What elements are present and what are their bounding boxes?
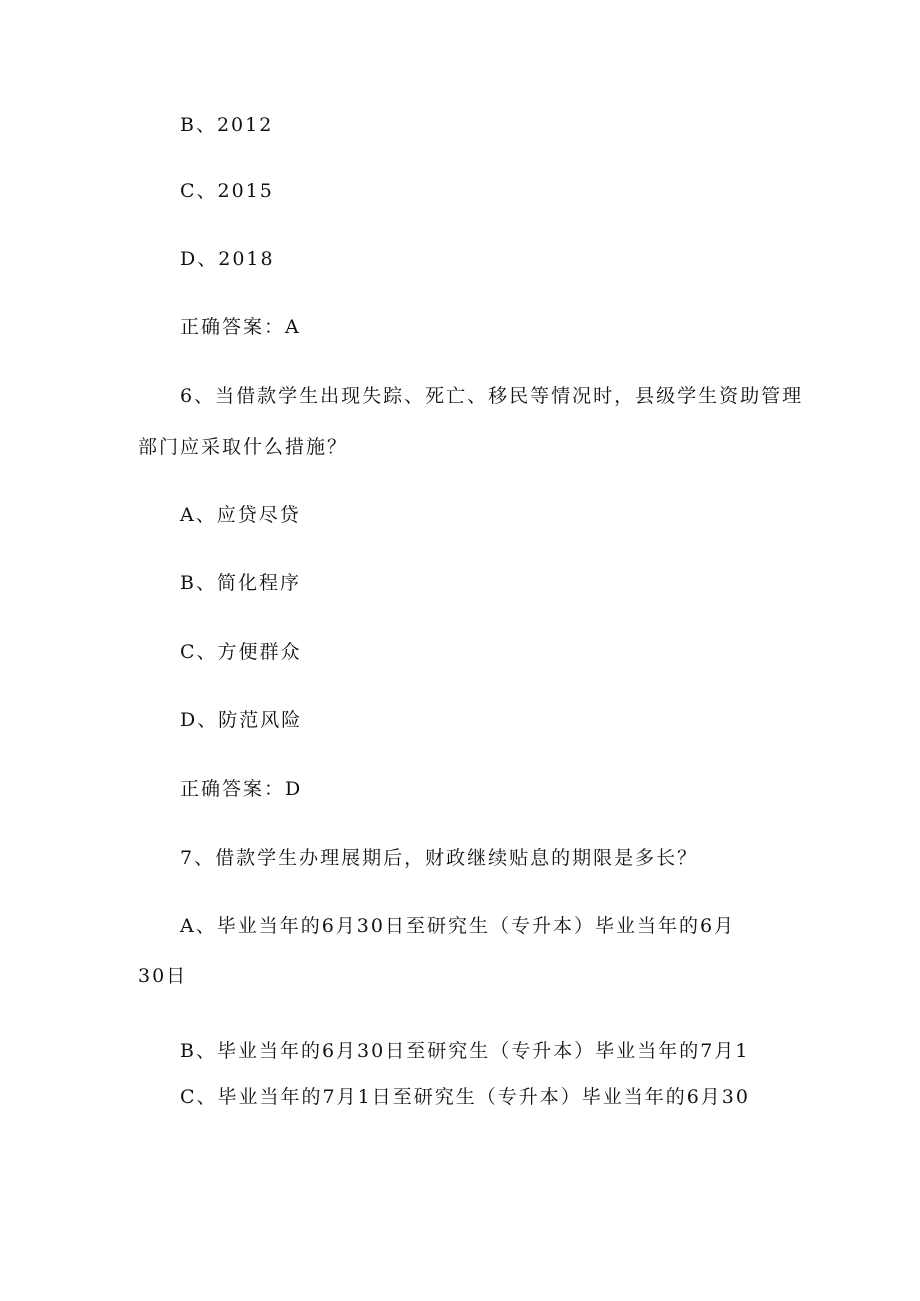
q7-option-c: C、毕业当年的7月1日至研究生（专升本）毕业当年的6月30	[180, 1086, 750, 1108]
q5-option-c: C、2015	[180, 180, 274, 202]
q5-option-b: B、2012	[180, 114, 274, 136]
q5-option-d: D、2018	[180, 248, 275, 270]
q6-option-a: A、应贷尽贷	[180, 504, 301, 526]
q6-correct-answer: 正确答案：D	[180, 778, 303, 800]
q7-option-a-line1: A、毕业当年的6月30日至研究生（专升本）毕业当年的6月	[180, 915, 736, 937]
q6-question-line1: 6、当借款学生出现失踪、死亡、移民等情况时，县级学生资助管理	[180, 385, 804, 407]
q7-question: 7、借款学生办理展期后，财政继续贴息的期限是多长？	[180, 847, 699, 869]
q6-question-line2: 部门应采取什么措施？	[138, 436, 349, 458]
q7-option-a-line2: 30日	[138, 965, 188, 987]
q7-option-b: B、毕业当年的6月30日至研究生（专升本）毕业当年的7月1	[180, 1040, 750, 1062]
q5-correct-answer: 正确答案：A	[180, 316, 301, 338]
q6-option-d: D、防范风险	[180, 709, 303, 731]
q6-option-b: B、简化程序	[180, 572, 301, 594]
q6-option-c: C、方便群众	[180, 641, 302, 663]
